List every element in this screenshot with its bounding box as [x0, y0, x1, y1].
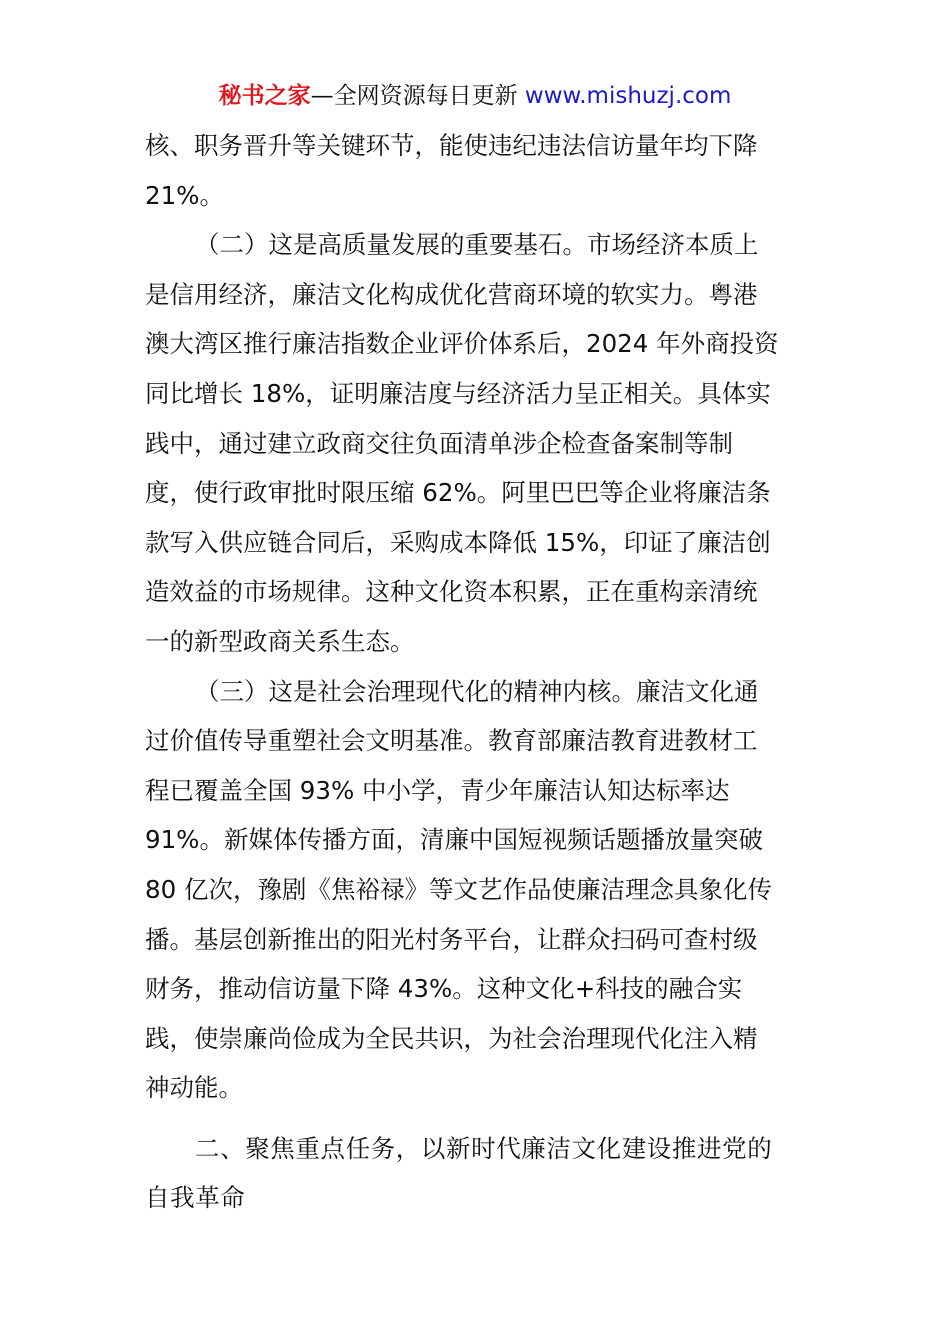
paragraph-section-3	[145, 667, 825, 1113]
text-line: 度，使行政审批时限压缩 62%。阿里巴巴等企业将廉洁条	[145, 478, 771, 508]
text-line: 同比增长 18%，证明廉洁度与经济活力呈正相关。具体实	[145, 378, 771, 408]
heading-line: 自我革命	[145, 1183, 246, 1213]
paragraph-continuation	[145, 121, 825, 220]
text-line: 财务，推动信访量下降 43%。这种文化+科技的融合实	[145, 974, 743, 1004]
text-line: 神动能。	[145, 1073, 243, 1103]
text-line: 程已覆盖全国 93% 中小学，青少年廉洁认知达标率达	[145, 775, 730, 805]
heading-line: 二、聚焦重点任务，以新时代廉洁文化建设推进党的	[195, 1133, 773, 1163]
document-body	[145, 121, 825, 1223]
text-line: 播。基层创新推出的阳光村务平台，让群众扫码可查村级	[145, 924, 758, 954]
text-line: 是信用经济，廉洁文化构成优化营商环境的软实力。粤港	[145, 279, 758, 309]
text-line: 款写入供应链合同后，采购成本降低 15%，印证了廉洁创	[145, 527, 771, 557]
site-url-link[interactable]: www.mishuzj.com	[524, 83, 732, 109]
text-line: 澳大湾区推行廉洁指数企业评价体系后，2024 年外商投资	[145, 329, 779, 359]
text-line: 践中，通过建立政商交往负面清单涉企检查备案制等制	[145, 428, 733, 458]
text-line: 一的新型政商关系生态。	[145, 626, 415, 656]
paragraph-section-2	[145, 220, 825, 666]
text-line: 核、职务晋升等关键环节，能使违纪违法信访量年均下降	[145, 131, 758, 160]
site-tagline: —全网资源每日更新	[310, 83, 525, 109]
text-line: 91%。新媒体传播方面，清廉中国短视频话题播放量突破	[145, 825, 763, 855]
text-line: 践，使崇廉尚俭成为全民共识，为社会治理现代化注入精	[145, 1023, 758, 1053]
text-line: （二）这是高质量发展的重要基石。市场经济本质上	[195, 230, 759, 260]
text-line: 80 亿次，豫剧《焦裕禄》等文艺作品使廉洁理念具象化传	[145, 874, 772, 904]
text-line: 过价值传导重塑社会文明基准。教育部廉洁教育进教材工	[145, 726, 758, 756]
site-brand: 秘书之家	[218, 83, 311, 109]
text-line: 造效益的市场规律。这种文化资本积累，正在重构亲清统	[145, 577, 758, 607]
text-line: 21%。	[145, 180, 224, 210]
text-line: （三）这是社会治理现代化的精神内核。廉洁文化通	[195, 676, 759, 706]
section-heading	[145, 1124, 825, 1223]
section-spacer	[145, 1113, 825, 1124]
site-header	[0, 80, 950, 112]
